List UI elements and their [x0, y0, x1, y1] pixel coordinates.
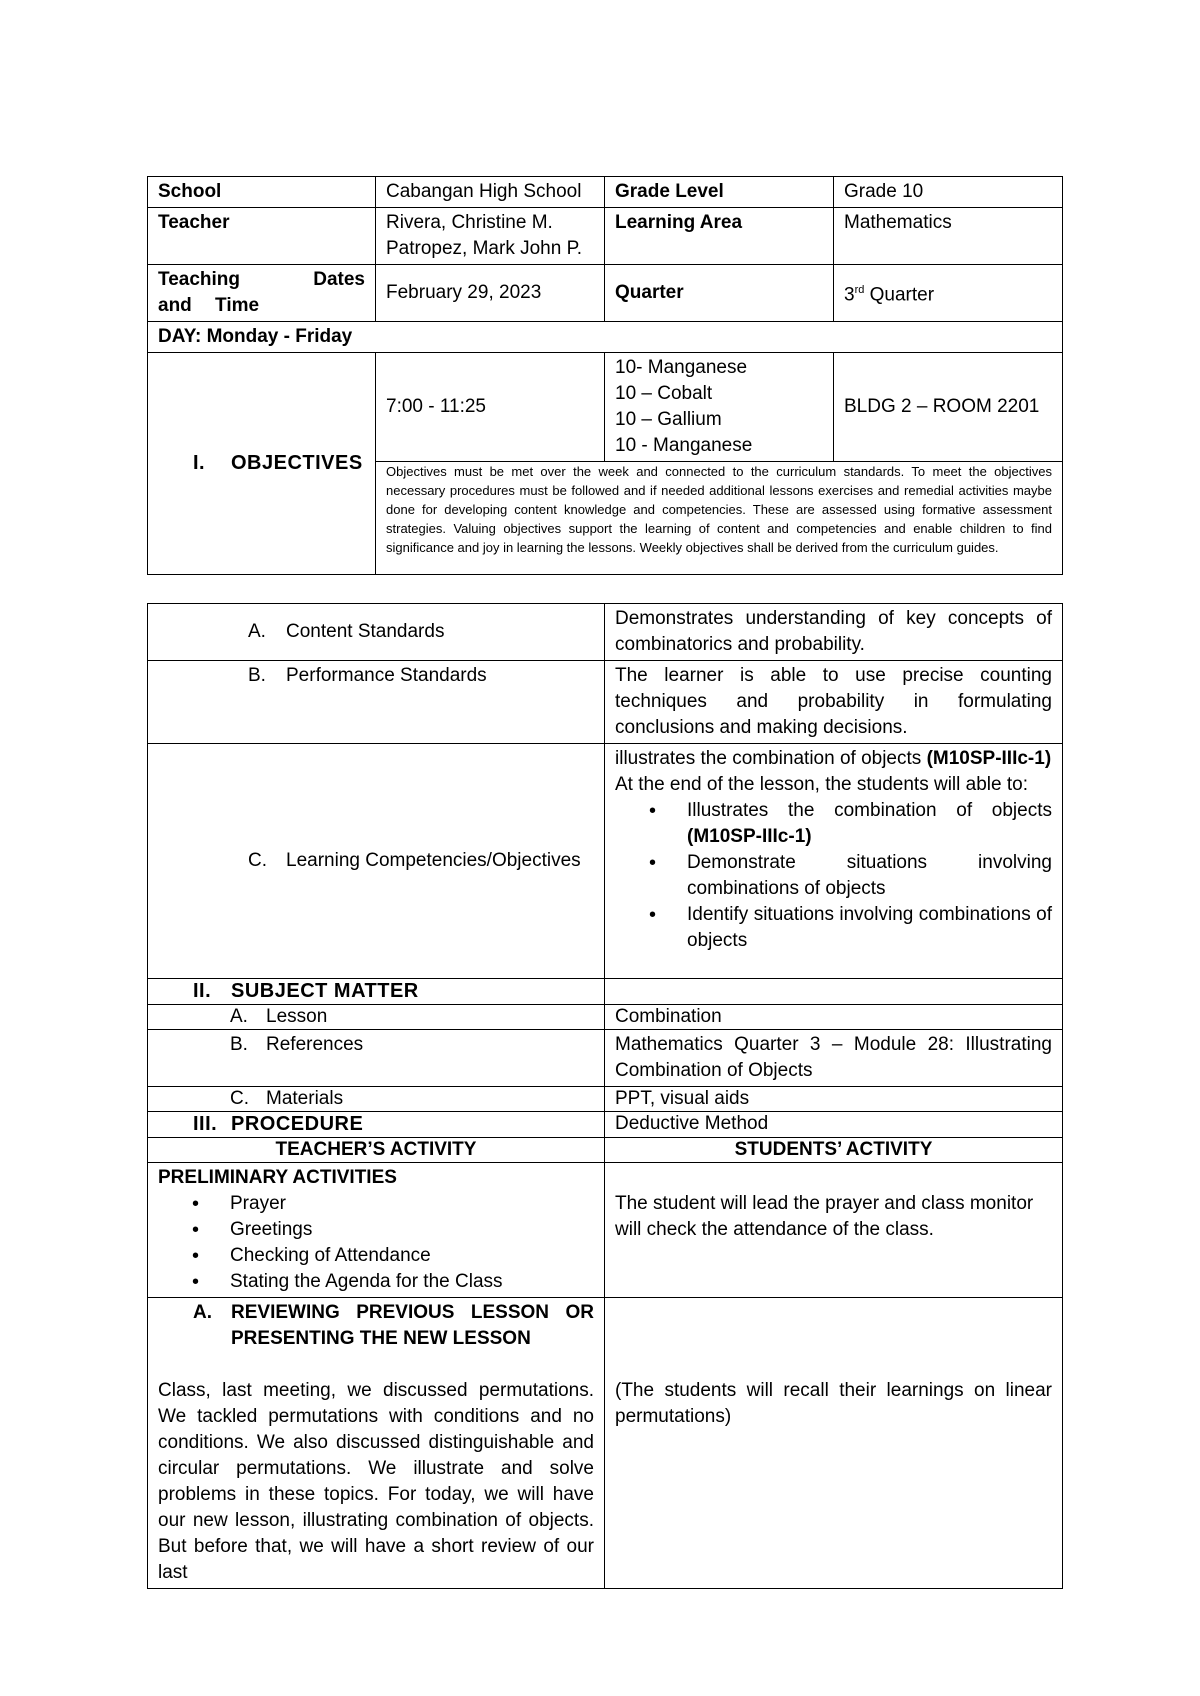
- procedure-num: III.: [193, 1113, 218, 1135]
- lesson-letter: A.: [230, 1006, 248, 1027]
- objective-item-1: [687, 798, 1052, 850]
- dates-row: [148, 265, 1063, 322]
- section-1: 10- Manganese: [615, 357, 748, 378]
- references-row: [148, 1030, 1063, 1087]
- activity-header-row: [148, 1138, 1063, 1163]
- performance-standards-label: [148, 661, 605, 744]
- competency-end: At the end of the lesson, the students will able to:: [615, 774, 1028, 795]
- subject-matter-empty: [605, 979, 1063, 1005]
- section-3: 10 – Gallium: [615, 409, 722, 430]
- performance-standards-value: The learner is able to use precise counting techniques and probability in formulating conclusions and making decisions.: [605, 661, 1063, 744]
- quarter-word: Quarter: [864, 284, 935, 306]
- section-4: 10 - Manganese: [615, 435, 753, 456]
- time-value: 7:00 - 11:25: [376, 353, 605, 462]
- objectives-label: OBJECTIVES: [231, 452, 363, 474]
- preliminary-teacher: [148, 1163, 605, 1298]
- sections-cell: [605, 353, 834, 462]
- lesson-value: Combination: [605, 1005, 1063, 1030]
- teacher-label: Teacher: [148, 208, 376, 265]
- quarter-sup: rd: [854, 284, 865, 297]
- procedure-row: [148, 1112, 1063, 1138]
- preliminary-title: PRELIMINARY ACTIVITIES: [158, 1167, 397, 1188]
- school-label: School: [148, 177, 376, 208]
- grade-label: Grade Level: [605, 177, 834, 208]
- materials-label: Materials: [266, 1088, 344, 1109]
- content-standards-label: [148, 604, 605, 661]
- teacher-row: [148, 208, 1063, 265]
- materials-value: PPT, visual aids: [605, 1087, 1063, 1112]
- objectives-text: Objectives must be met over the week and connected to the curriculum standards. To meet the objectives necessary procedures must be followed and if needed additional lessons exercises and remedial activities maybe done for developing content knowledge and competencies. These are assessed using formative assessment strategies. Valuing objectives support the learning of content and competencies and enable children to find significance and joy in learning the lessons. Weekly objectives shall be derived from the curriculum guides.: [376, 462, 1063, 575]
- day-row: [148, 322, 1063, 353]
- review-title: REVIEWING PREVIOUS LESSON OR PRESENTING THE NEW LESSON: [231, 1302, 594, 1349]
- competencies-value: [605, 744, 1063, 979]
- objective-item-3: • Identify situations involving combinations of objects: [687, 902, 1052, 954]
- school-value: Cabangan High School: [376, 177, 605, 208]
- competencies-label: [148, 744, 605, 979]
- review-row: [148, 1298, 1063, 1589]
- content-letter: A.: [248, 621, 266, 642]
- header-table: [147, 176, 1063, 575]
- preliminary-item-4: • Stating the Agenda for the Class: [230, 1269, 594, 1295]
- competency-intro: illustrates the combination of objects: [615, 748, 927, 769]
- objective-item-2: • Demonstrate situations involving combinations of objects: [687, 850, 1052, 902]
- preliminary-item-2: • Greetings: [230, 1217, 594, 1243]
- objective-1-text: Illustrates the combination of objects: [687, 800, 1052, 821]
- review-letter: A.: [193, 1302, 212, 1323]
- section-2: 10 – Cobalt: [615, 383, 713, 404]
- references-label-cell: [148, 1030, 605, 1087]
- objective-list: [615, 798, 1052, 954]
- quarter-num: 3: [844, 284, 855, 306]
- competency-intro-line: [615, 746, 1052, 772]
- quarter-label: Quarter: [605, 265, 834, 322]
- teacher-value: [376, 208, 605, 265]
- competency-code: (M10SP-IIIc-1): [926, 748, 1052, 769]
- procedure-label: PROCEDURE: [231, 1113, 364, 1135]
- subject-matter-row: [148, 979, 1063, 1005]
- competency-label: Learning Competencies/Objectives: [286, 850, 581, 871]
- area-label: Learning Area: [605, 208, 834, 265]
- review-teacher: [148, 1298, 605, 1589]
- teacher-name-2: Patropez, Mark John P.: [386, 238, 583, 259]
- school-row: [148, 177, 1063, 208]
- room-value: BLDG 2 – ROOM 2201: [834, 353, 1063, 462]
- lesson-row: [148, 1005, 1063, 1030]
- objectives-num: I.: [193, 452, 206, 474]
- objectives-heading: [148, 353, 376, 575]
- materials-row: [148, 1087, 1063, 1112]
- teacher-activity-header: TEACHER’S ACTIVITY: [148, 1138, 605, 1163]
- materials-label-cell: [148, 1087, 605, 1112]
- day-label: DAY: Monday - Friday: [148, 322, 1063, 353]
- preliminary-student: The student will lead the prayer and class monitor will check the attendance of the class.: [605, 1163, 1063, 1298]
- performance-label: Performance Standards: [286, 665, 487, 686]
- subject-label: SUBJECT MATTER: [231, 980, 419, 1002]
- procedure-value: Deductive Method: [605, 1112, 1063, 1138]
- competencies-row: [148, 744, 1063, 979]
- content-standards-value: Demonstrates understanding of key concepts of combinatorics and probability.: [605, 604, 1063, 661]
- review-student: (The students will recall their learnings on linear permutations): [605, 1298, 1063, 1589]
- quarter-value: [834, 265, 1063, 322]
- content-standards-row: [148, 604, 1063, 661]
- procedure-heading: [148, 1112, 605, 1138]
- dates-label: Teaching Dates and Time: [148, 265, 376, 322]
- materials-letter: C.: [230, 1088, 249, 1109]
- preliminary-list: [158, 1191, 594, 1295]
- objective-1-code: (M10SP-IIIc-1): [687, 826, 812, 847]
- performance-standards-row: [148, 661, 1063, 744]
- references-value: Mathematics Quarter 3 – Module 28: Illustrating Combination of Objects: [605, 1030, 1063, 1087]
- references-label: References: [266, 1034, 364, 1055]
- area-value: Mathematics: [834, 208, 1063, 265]
- subject-num: II.: [193, 980, 212, 1002]
- dates-value: February 29, 2023: [376, 265, 605, 322]
- preliminary-item-3: • Checking of Attendance: [230, 1243, 594, 1269]
- review-heading: [158, 1300, 594, 1352]
- schedule-row: [148, 353, 1063, 462]
- competency-letter: C.: [248, 850, 267, 871]
- grade-value: Grade 10: [834, 177, 1063, 208]
- lesson-label: Lesson: [266, 1006, 328, 1027]
- preliminary-row: [148, 1163, 1063, 1298]
- preliminary-item-1: • Prayer: [230, 1191, 594, 1217]
- subject-matter-heading: [148, 979, 605, 1005]
- teacher-name-1: Rivera, Christine M.: [386, 212, 553, 233]
- content-label: Content Standards: [286, 621, 445, 642]
- performance-letter: B.: [248, 665, 266, 686]
- review-text: Class, last meeting, we discussed permutations. We tackled permutations with conditions and no conditions. We also discussed distinguishable and circular permutations. We illustrate and solve problems in these topics. For today, we will have our new lesson, illustrating combination of objects. But before that, we will have a short review of our last: [158, 1380, 594, 1583]
- lesson-label-cell: [148, 1005, 605, 1030]
- students-activity-header: STUDENTS’ ACTIVITY: [605, 1138, 1063, 1163]
- references-letter: B.: [230, 1034, 248, 1055]
- plan-table: [147, 603, 1063, 1589]
